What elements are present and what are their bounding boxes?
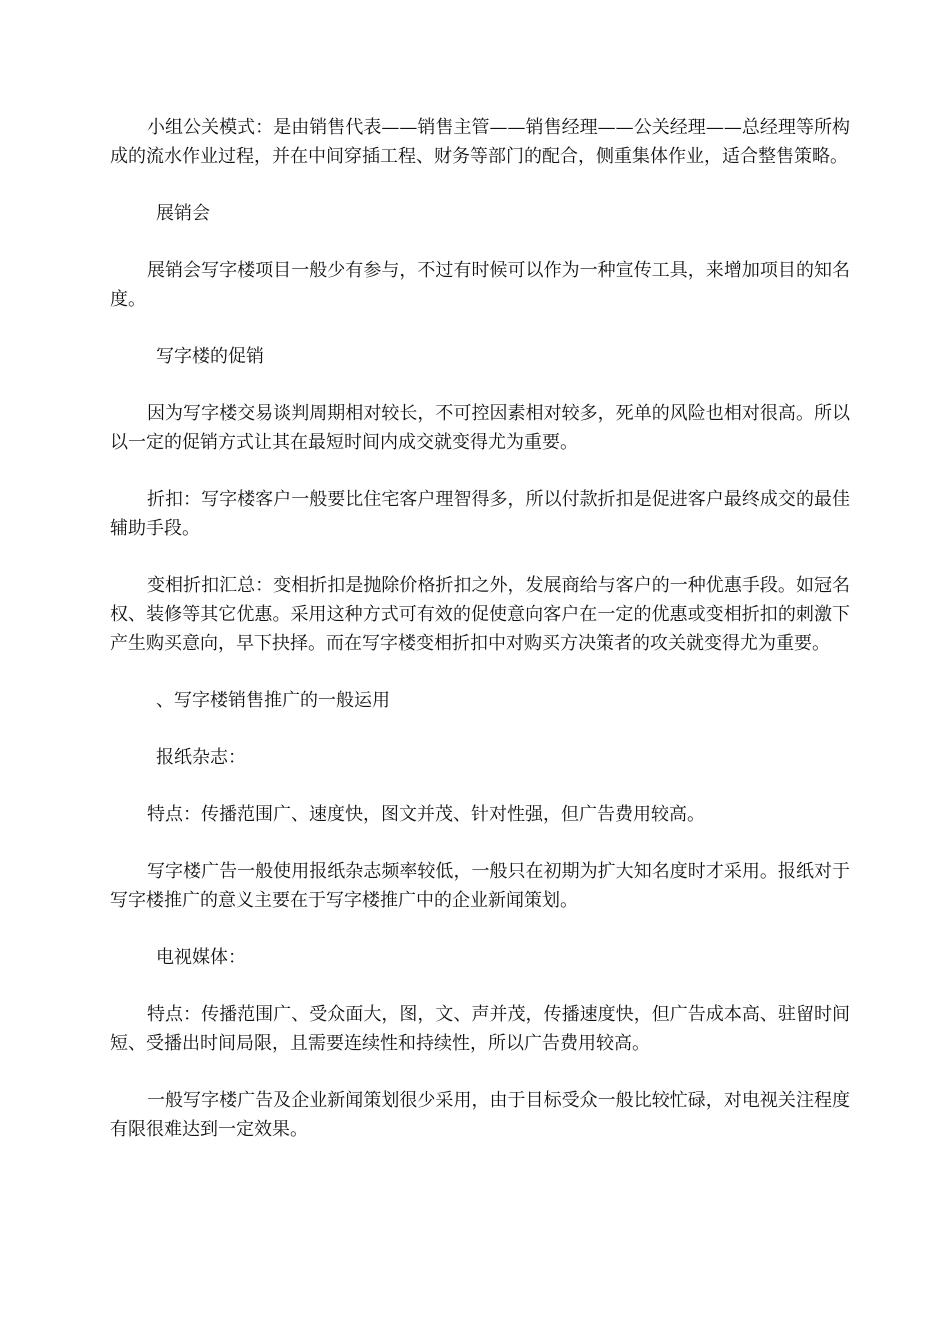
heading-sales-promotion-use: 、写字楼销售推广的一般运用 [156,690,390,711]
paragraph-indirect-discount: 变相折扣汇总：变相折扣是抛除价格折扣之外，发展商给与客户的一种优惠手段。如冠名权、装修等其它优惠。采用这种方式可有效的促使意向客户在一定的优惠或变相折扣的刺激下产生购买意向，早下抉择。而在写字楼变相折扣中对购买方决策者的攻关就变得尤为重要。 [110,575,850,654]
document-body [110,113,850,1172]
heading-tv-media: 电视媒体： [156,947,246,968]
paragraph-exhibition: 展销会写字楼项目一般少有参与，不过有时候可以作为一种宣传工具，来增加项目的知名度。 [110,260,850,310]
heading-newspapers-magazines: 报纸杂志： [156,747,246,768]
paragraph-newspaper-features: 特点：传播范围广、速度快，图文并茂、针对性强，但广告费用较高。 [147,804,705,825]
paragraph-team-pr-mode: 小组公关模式：是由销售代表——销售主管——销售经理——公关经理——总经理等所构成的流水作业过程，并在中间穿插工程、财务等部门的配合，侧重集体作业，适合整售策略。 [110,117,850,167]
paragraph-discount: 折扣：写字楼客户一般要比住宅客户理智得多，所以付款折扣是促进客户最终成交的最佳辅助手段。 [110,489,850,539]
paragraph-tv-usage: 一般写字楼广告及企业新闻策划很少采用，由于目标受众一般比较忙碌，对电视关注程度有限很难达到一定效果。 [110,1090,850,1140]
paragraph-newspaper-usage: 写字楼广告一般使用报纸杂志频率较低，一般只在初期为扩大知名度时才采用。报纸对于写字楼推广的意义主要在于写字楼推广中的企业新闻策划。 [110,861,850,911]
paragraph-promotion-reason: 因为写字楼交易谈判周期相对较长，不可控因素相对较多，死单的风险也相对很高。所以以一定的促销方式让其在最短时间内成交就变得尤为重要。 [110,403,850,453]
paragraph-tv-features: 特点：传播范围广、受众面大，图，文、声并茂，传播速度快，但广告成本高、驻留时间短、受播出时间局限，且需要连续性和持续性，所以广告费用较高。 [110,1004,850,1054]
heading-office-promotion: 写字楼的促销 [156,346,264,367]
heading-exhibition: 展销会 [156,203,210,224]
